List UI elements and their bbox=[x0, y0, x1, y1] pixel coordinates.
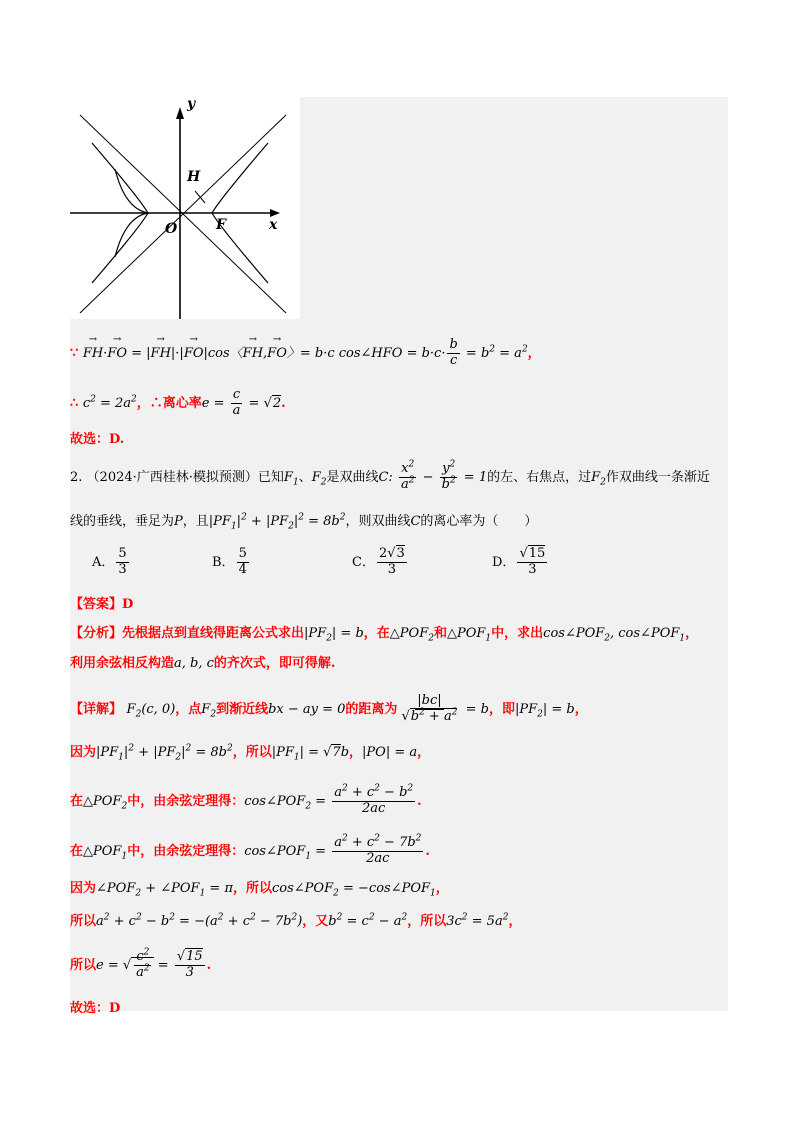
detail-text-2b: ，所以 bbox=[232, 745, 272, 760]
q1-mid-text: ，∴离心率 bbox=[136, 395, 202, 411]
option-c-value: $\frac{2√3}{3}$ bbox=[378, 546, 405, 577]
q2-text-and: ，且 bbox=[182, 514, 209, 529]
q1-eccentricity-line: ∴ $c^2 = 2a^2$，∴离心率e = $\frac{c}{a}$ = √2. bbox=[70, 387, 286, 418]
option-c[interactable] bbox=[352, 547, 409, 578]
detail-label: 【详解】 bbox=[70, 701, 123, 717]
detail-line-1: 【详解】 $F_2(c$, 0)，点$F_2$到渐近线bx − ay = 0的距离为 $\frac{|bc|}{√b^2 + a^2}$ = b，即$|PF_2| = b$， bbox=[70, 693, 588, 724]
analysis-text-3: 和 bbox=[433, 626, 447, 641]
therefore-symbol: ∴ bbox=[70, 395, 79, 411]
q2-line-2: 线的垂线，垂足为P，且$|PF_1|^2 + |PF_2|^2 = 8b^2$，则双曲线C的离心率为（ ） bbox=[70, 512, 538, 532]
q2-source: （2024·广西桂林·模拟预测）已知 bbox=[86, 469, 284, 485]
final-e-formula: e = √ $\frac{c^2}{a^2}$ = $\frac{√15}{3}$ bbox=[96, 947, 203, 980]
detail-text-7a: 所以 bbox=[70, 957, 97, 973]
option-c-letter: C． bbox=[352, 554, 375, 570]
q1-c-squared: $c^2 = 2a^2$ bbox=[82, 394, 137, 411]
analysis-text-6: 的齐次式，即可得解. bbox=[213, 656, 336, 671]
analysis-text-5: 利用余弦相反构造 bbox=[70, 656, 175, 671]
option-b[interactable] bbox=[212, 547, 251, 578]
cos-pof2-formula: $\cos\angle POF_2$ = $\frac{a^2 + c^2 - b^2}{2ac}$ bbox=[244, 783, 414, 816]
option-a[interactable] bbox=[92, 547, 131, 578]
analysis-line-2: 利用余弦相反构造a, b, c的齐次式，即可得解. bbox=[70, 656, 336, 671]
analysis-text-2: ，在 bbox=[363, 626, 390, 641]
q1-dot-product-line: ∵ → FH·→ FO = |→ FH|·|→ FO|cos〈→ FH,→ FO〉= b·c cos∠HFO = b·c· $\frac{b}{c}$ = $b^2 = a^2$， bbox=[70, 338, 541, 369]
detail-text-6a: 所以 bbox=[70, 914, 97, 929]
detail-text-2a: 因为 bbox=[70, 745, 97, 760]
detail-text-1d: ，即 bbox=[488, 701, 515, 717]
detail-text-4a: 在 bbox=[70, 843, 84, 859]
option-b-letter: B． bbox=[212, 554, 235, 570]
detail-line-6: 所以$a^2 + c^2 - b^2 = -(a^2 + c^2 - 7b^2)$，又$b^2 = c^2 - a^2$，所以$3c^2 = 5a^2$， bbox=[70, 912, 522, 929]
q1-e-formula: e = $\frac{c}{a}$ = √2 bbox=[201, 387, 282, 418]
q2-hyperbola-text: 是双曲线 bbox=[326, 469, 379, 485]
option-d[interactable] bbox=[492, 547, 549, 578]
answer-line bbox=[70, 593, 133, 612]
axis-y-label: y bbox=[187, 97, 196, 112]
answer-value: D bbox=[122, 597, 134, 612]
detail-text-1b: 到渐近线 bbox=[216, 701, 269, 717]
distance-formula: $\frac{|bc|}{√b^2 + a^2}$ = b bbox=[401, 693, 489, 724]
q2-and: 、 bbox=[298, 469, 312, 485]
hyperbola-diagram bbox=[70, 97, 300, 319]
q2-text-ask: 的离心率为（ ） bbox=[420, 514, 538, 529]
origin-label: O bbox=[165, 221, 178, 237]
hyperbola-figure bbox=[70, 97, 300, 319]
q2-text-foci: 的左、右焦点，过 bbox=[487, 469, 592, 485]
q2-hyperbola-eq: C: $\frac{x^2}{a^2}$ − $\frac{y^2}{b^2}$ = 1 bbox=[378, 459, 488, 492]
final-choose: 故选：D bbox=[70, 1001, 121, 1016]
option-a-value: $\frac{5}{3}$ bbox=[118, 546, 127, 577]
cos-pof1-formula: $\cos\angle POF_1$ = $\frac{a^2 + c^2 - 7b^2}{2ac}$ bbox=[244, 833, 422, 866]
detail-text-1a: ，点 bbox=[175, 701, 202, 717]
detail-text-3b: 中，由余弦定理得： bbox=[127, 793, 245, 809]
q2-text-then: ，则双曲线 bbox=[345, 514, 411, 529]
analysis-text-4: 中，求出 bbox=[491, 626, 544, 641]
analysis-line-1: 【分析】先根据点到直线得距离公式求出$|PF_2| = b$，在$\triangle POF_2$和$\triangle POF_1$中，求出$\cos\angle POF_2$, $\cos\angle POF_1$， bbox=[70, 626, 699, 644]
detail-text-4b: 中，由余弦定理得： bbox=[127, 843, 245, 859]
detail-text-5a: 因为 bbox=[70, 881, 97, 896]
analysis-label: 【分析】 bbox=[70, 626, 123, 641]
detail-text-6c: ，所以 bbox=[407, 914, 447, 929]
option-d-letter: D． bbox=[492, 554, 516, 570]
option-b-value: $\frac{5}{4}$ bbox=[238, 546, 247, 577]
option-a-letter: A． bbox=[92, 554, 115, 570]
because-symbol: ∵ bbox=[70, 345, 79, 361]
detail-line-3: 在$\triangle POF_2$中，由余弦定理得：$\cos\angle POF_2$ = $\frac{a^2 + c^2 - b^2}{2ac}$ . bbox=[70, 783, 422, 816]
q2-condition: $|PF_1|^2 + |PF_2|^2 = 8b^2$ bbox=[208, 512, 346, 532]
q2-text-draw: 作双曲线一条渐近 bbox=[605, 469, 710, 485]
detail-text-1c: 的距离为 bbox=[345, 701, 398, 717]
detail-line-5: 因为$\angle POF_2$ + $\angle POF_1 = \pi$，所以$\cos\angle POF_2$ = $-\cos\angle POF_1$， bbox=[70, 881, 449, 899]
detail-text-6b: ，又 bbox=[302, 914, 329, 929]
q2-text-perp: 线的垂线，垂足为 bbox=[70, 514, 175, 529]
detail-line-2: 因为$|PF_1|^2 + |PF_2|^2 = 8b^2$，所以$|PF_1| = √7b$，|PO| = a， bbox=[70, 743, 431, 763]
point-f-label: F bbox=[216, 217, 226, 233]
answer-label: 【答案】 bbox=[70, 597, 123, 612]
option-d-value: $\frac{√15}{3}$ bbox=[519, 546, 546, 577]
detail-text-5b: ，所以 bbox=[233, 881, 273, 896]
detail-text-3a: 在 bbox=[70, 793, 84, 809]
detail-line-4: 在$\triangle POF_1$中，由余弦定理得：$\cos\angle POF_1$ = $\frac{a^2 + c^2 - 7b^2}{2ac}$ . bbox=[70, 833, 430, 866]
q1-choose: 故选：D. bbox=[70, 432, 125, 447]
detail-line-7: 所以e = √ $\frac{c^2}{a^2}$ = $\frac{√15}{3}$ . bbox=[70, 947, 212, 980]
analysis-text-1: 先根据点到直线得距离公式求出 bbox=[122, 626, 305, 641]
q1-formula: → FH·→ FO = |→ FH|·|→ FO|cos〈→ FH,→ FO〉= b·c cos∠HFO = b·c· $\frac{b}{c}$ = $b^2 = a^2$ bbox=[83, 346, 528, 361]
q2-number: 2. bbox=[70, 469, 83, 485]
q2-line-1: 2. （2024·广西桂林·模拟预测）已知$F_1$、$F_2$是双曲线C: $\frac{x^2}{a^2}$ − $\frac{y^2}{b^2}$ = 1的左、右焦点，过$F_2$作双曲线一条渐近 bbox=[70, 459, 710, 492]
axis-x-label: x bbox=[269, 217, 278, 233]
point-h-label: H bbox=[187, 169, 201, 185]
